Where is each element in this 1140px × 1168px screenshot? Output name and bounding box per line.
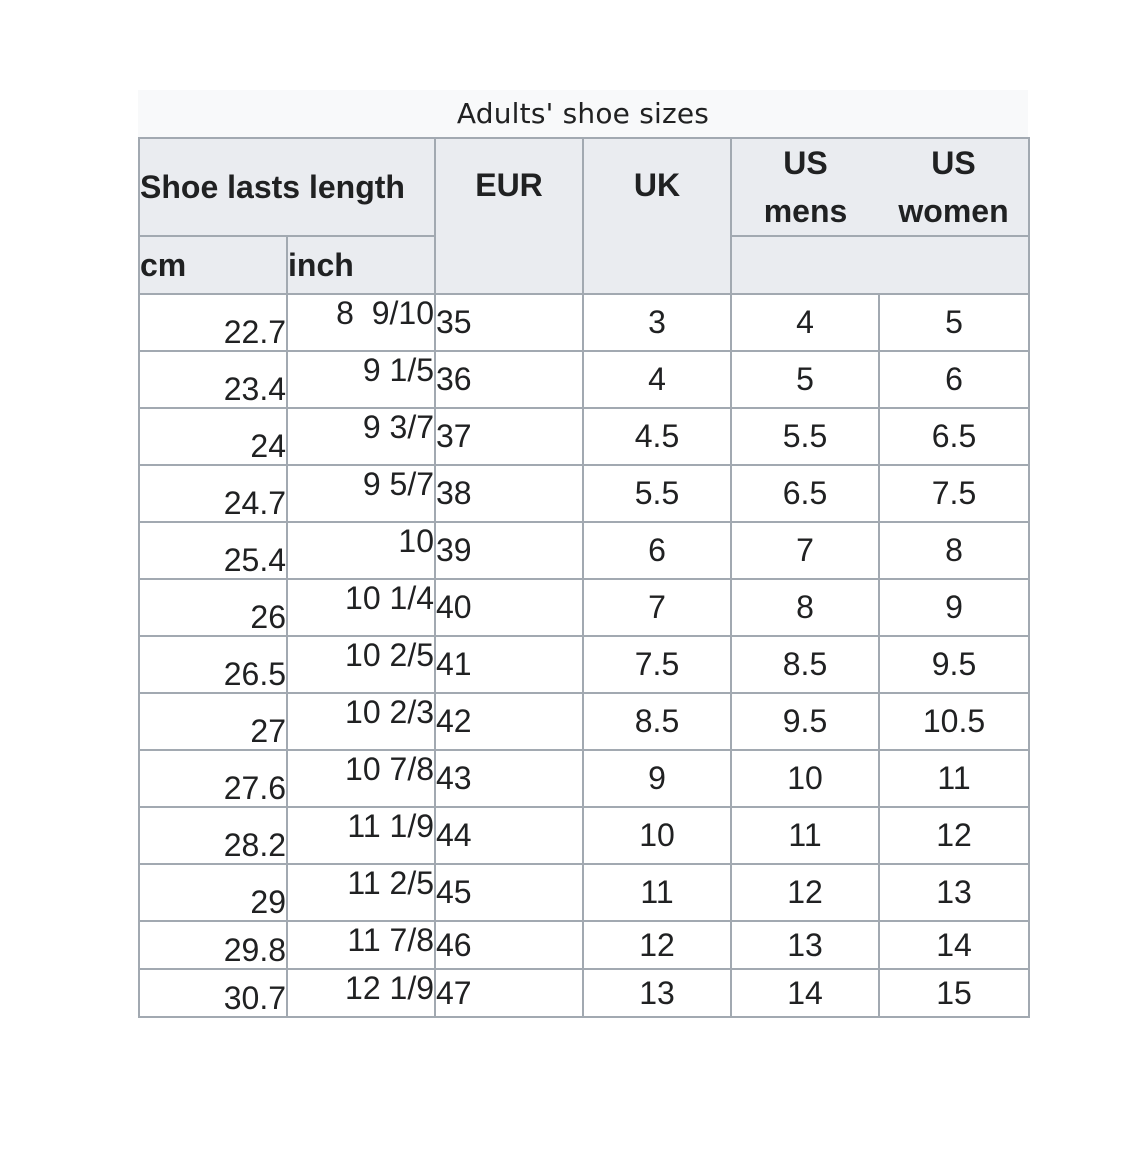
cell-uk: 11 — [583, 864, 731, 921]
cell-eur: 42 — [435, 693, 583, 750]
cell-uk: 10 — [583, 807, 731, 864]
cell-eur: 39 — [435, 522, 583, 579]
cell-cm: 29 — [139, 864, 287, 921]
header-shoe-lasts-length: Shoe lasts length — [139, 138, 435, 236]
cell-us-women: 6 — [879, 351, 1029, 408]
cell-us-women: 5 — [879, 294, 1029, 351]
cell-eur: 40 — [435, 579, 583, 636]
cell-us-women: 13 — [879, 864, 1029, 921]
cell-cm: 24.7 — [139, 465, 287, 522]
cell-inch: 10 1/4 — [287, 579, 435, 636]
cell-uk: 13 — [583, 969, 731, 1017]
cell-uk: 3 — [583, 294, 731, 351]
cell-inch: 12 1/9 — [287, 969, 435, 1017]
cell-us-women: 8 — [879, 522, 1029, 579]
cell-us-women: 14 — [879, 921, 1029, 969]
cell-us-mens: 14 — [731, 969, 879, 1017]
cell-uk: 4.5 — [583, 408, 731, 465]
cell-us-women: 11 — [879, 750, 1029, 807]
table-row — [139, 294, 1029, 351]
cell-us-women: 9 — [879, 579, 1029, 636]
cell-inch: 9 3/7 — [287, 408, 435, 465]
cell-inch: 9 5/7 — [287, 465, 435, 522]
header-us-mens — [731, 138, 879, 236]
cell-us-mens: 6.5 — [731, 465, 879, 522]
cell-us-mens: 10 — [731, 750, 879, 807]
cell-us-women: 9.5 — [879, 636, 1029, 693]
cell-cm: 28.2 — [139, 807, 287, 864]
cell-cm: 23.4 — [139, 351, 287, 408]
header-cm: cm — [139, 236, 287, 294]
cell-cm: 29.8 — [139, 921, 287, 969]
header-inch: inch — [287, 236, 435, 294]
table-row — [139, 636, 1029, 693]
table-row — [139, 750, 1029, 807]
cell-us-mens: 8 — [731, 579, 879, 636]
cell-inch: 10 2/5 — [287, 636, 435, 693]
header-us-women — [879, 138, 1029, 236]
cell-us-mens: 4 — [731, 294, 879, 351]
cell-inch: 10 7/8 — [287, 750, 435, 807]
cell-us-women: 7.5 — [879, 465, 1029, 522]
table-row — [139, 579, 1029, 636]
cell-uk: 12 — [583, 921, 731, 969]
cell-eur: 45 — [435, 864, 583, 921]
shoe-size-table — [138, 137, 1030, 1018]
table-row — [139, 969, 1029, 1017]
cell-eur: 44 — [435, 807, 583, 864]
header-us-women-line2: women — [898, 193, 1009, 229]
cell-us-mens: 11 — [731, 807, 879, 864]
cell-cm: 30.7 — [139, 969, 287, 1017]
cell-uk: 8.5 — [583, 693, 731, 750]
header-uk: UK — [583, 138, 731, 294]
cell-eur: 47 — [435, 969, 583, 1017]
header-eur: EUR — [435, 138, 583, 294]
cell-eur: 46 — [435, 921, 583, 969]
table-row — [139, 465, 1029, 522]
cell-cm: 22.7 — [139, 294, 287, 351]
cell-cm: 27.6 — [139, 750, 287, 807]
cell-us-mens: 12 — [731, 864, 879, 921]
cell-eur: 37 — [435, 408, 583, 465]
cell-uk: 6 — [583, 522, 731, 579]
cell-us-mens: 5 — [731, 351, 879, 408]
cell-us-women: 12 — [879, 807, 1029, 864]
table-row — [139, 693, 1029, 750]
cell-inch: 11 7/8 — [287, 921, 435, 969]
cell-eur: 41 — [435, 636, 583, 693]
table-row — [139, 408, 1029, 465]
cell-inch: 9 1/5 — [287, 351, 435, 408]
table-caption: Adults' shoe sizes — [138, 90, 1028, 137]
cell-us-women: 15 — [879, 969, 1029, 1017]
cell-us-mens: 7 — [731, 522, 879, 579]
cell-us-women: 10.5 — [879, 693, 1029, 750]
cell-cm: 27 — [139, 693, 287, 750]
cell-uk: 4 — [583, 351, 731, 408]
cell-eur: 36 — [435, 351, 583, 408]
cell-us-women: 6.5 — [879, 408, 1029, 465]
cell-us-mens: 5.5 — [731, 408, 879, 465]
table-row — [139, 351, 1029, 408]
cell-uk: 9 — [583, 750, 731, 807]
table-row — [139, 807, 1029, 864]
table-row — [139, 864, 1029, 921]
cell-cm: 25.4 — [139, 522, 287, 579]
header-us-mens-line2: mens — [763, 193, 848, 229]
cell-cm: 26 — [139, 579, 287, 636]
cell-inch: 10 2/3 — [287, 693, 435, 750]
header-us-mens-line1: US — [783, 145, 828, 181]
cell-inch: 8 9/10 — [287, 294, 435, 351]
header-us-women-line1: US — [931, 145, 976, 181]
cell-uk: 5.5 — [583, 465, 731, 522]
cell-eur: 43 — [435, 750, 583, 807]
cell-us-mens: 13 — [731, 921, 879, 969]
cell-inch: 11 1/9 — [287, 807, 435, 864]
cell-eur: 38 — [435, 465, 583, 522]
cell-cm: 26.5 — [139, 636, 287, 693]
cell-uk: 7.5 — [583, 636, 731, 693]
header-us-blank — [731, 236, 1029, 294]
table-row — [139, 921, 1029, 969]
cell-uk: 7 — [583, 579, 731, 636]
cell-cm: 24 — [139, 408, 287, 465]
cell-inch: 11 2/5 — [287, 864, 435, 921]
cell-inch: 10 — [287, 522, 435, 579]
cell-us-mens: 8.5 — [731, 636, 879, 693]
cell-us-mens: 9.5 — [731, 693, 879, 750]
cell-eur: 35 — [435, 294, 583, 351]
table-row — [139, 522, 1029, 579]
header-row — [139, 138, 1029, 236]
